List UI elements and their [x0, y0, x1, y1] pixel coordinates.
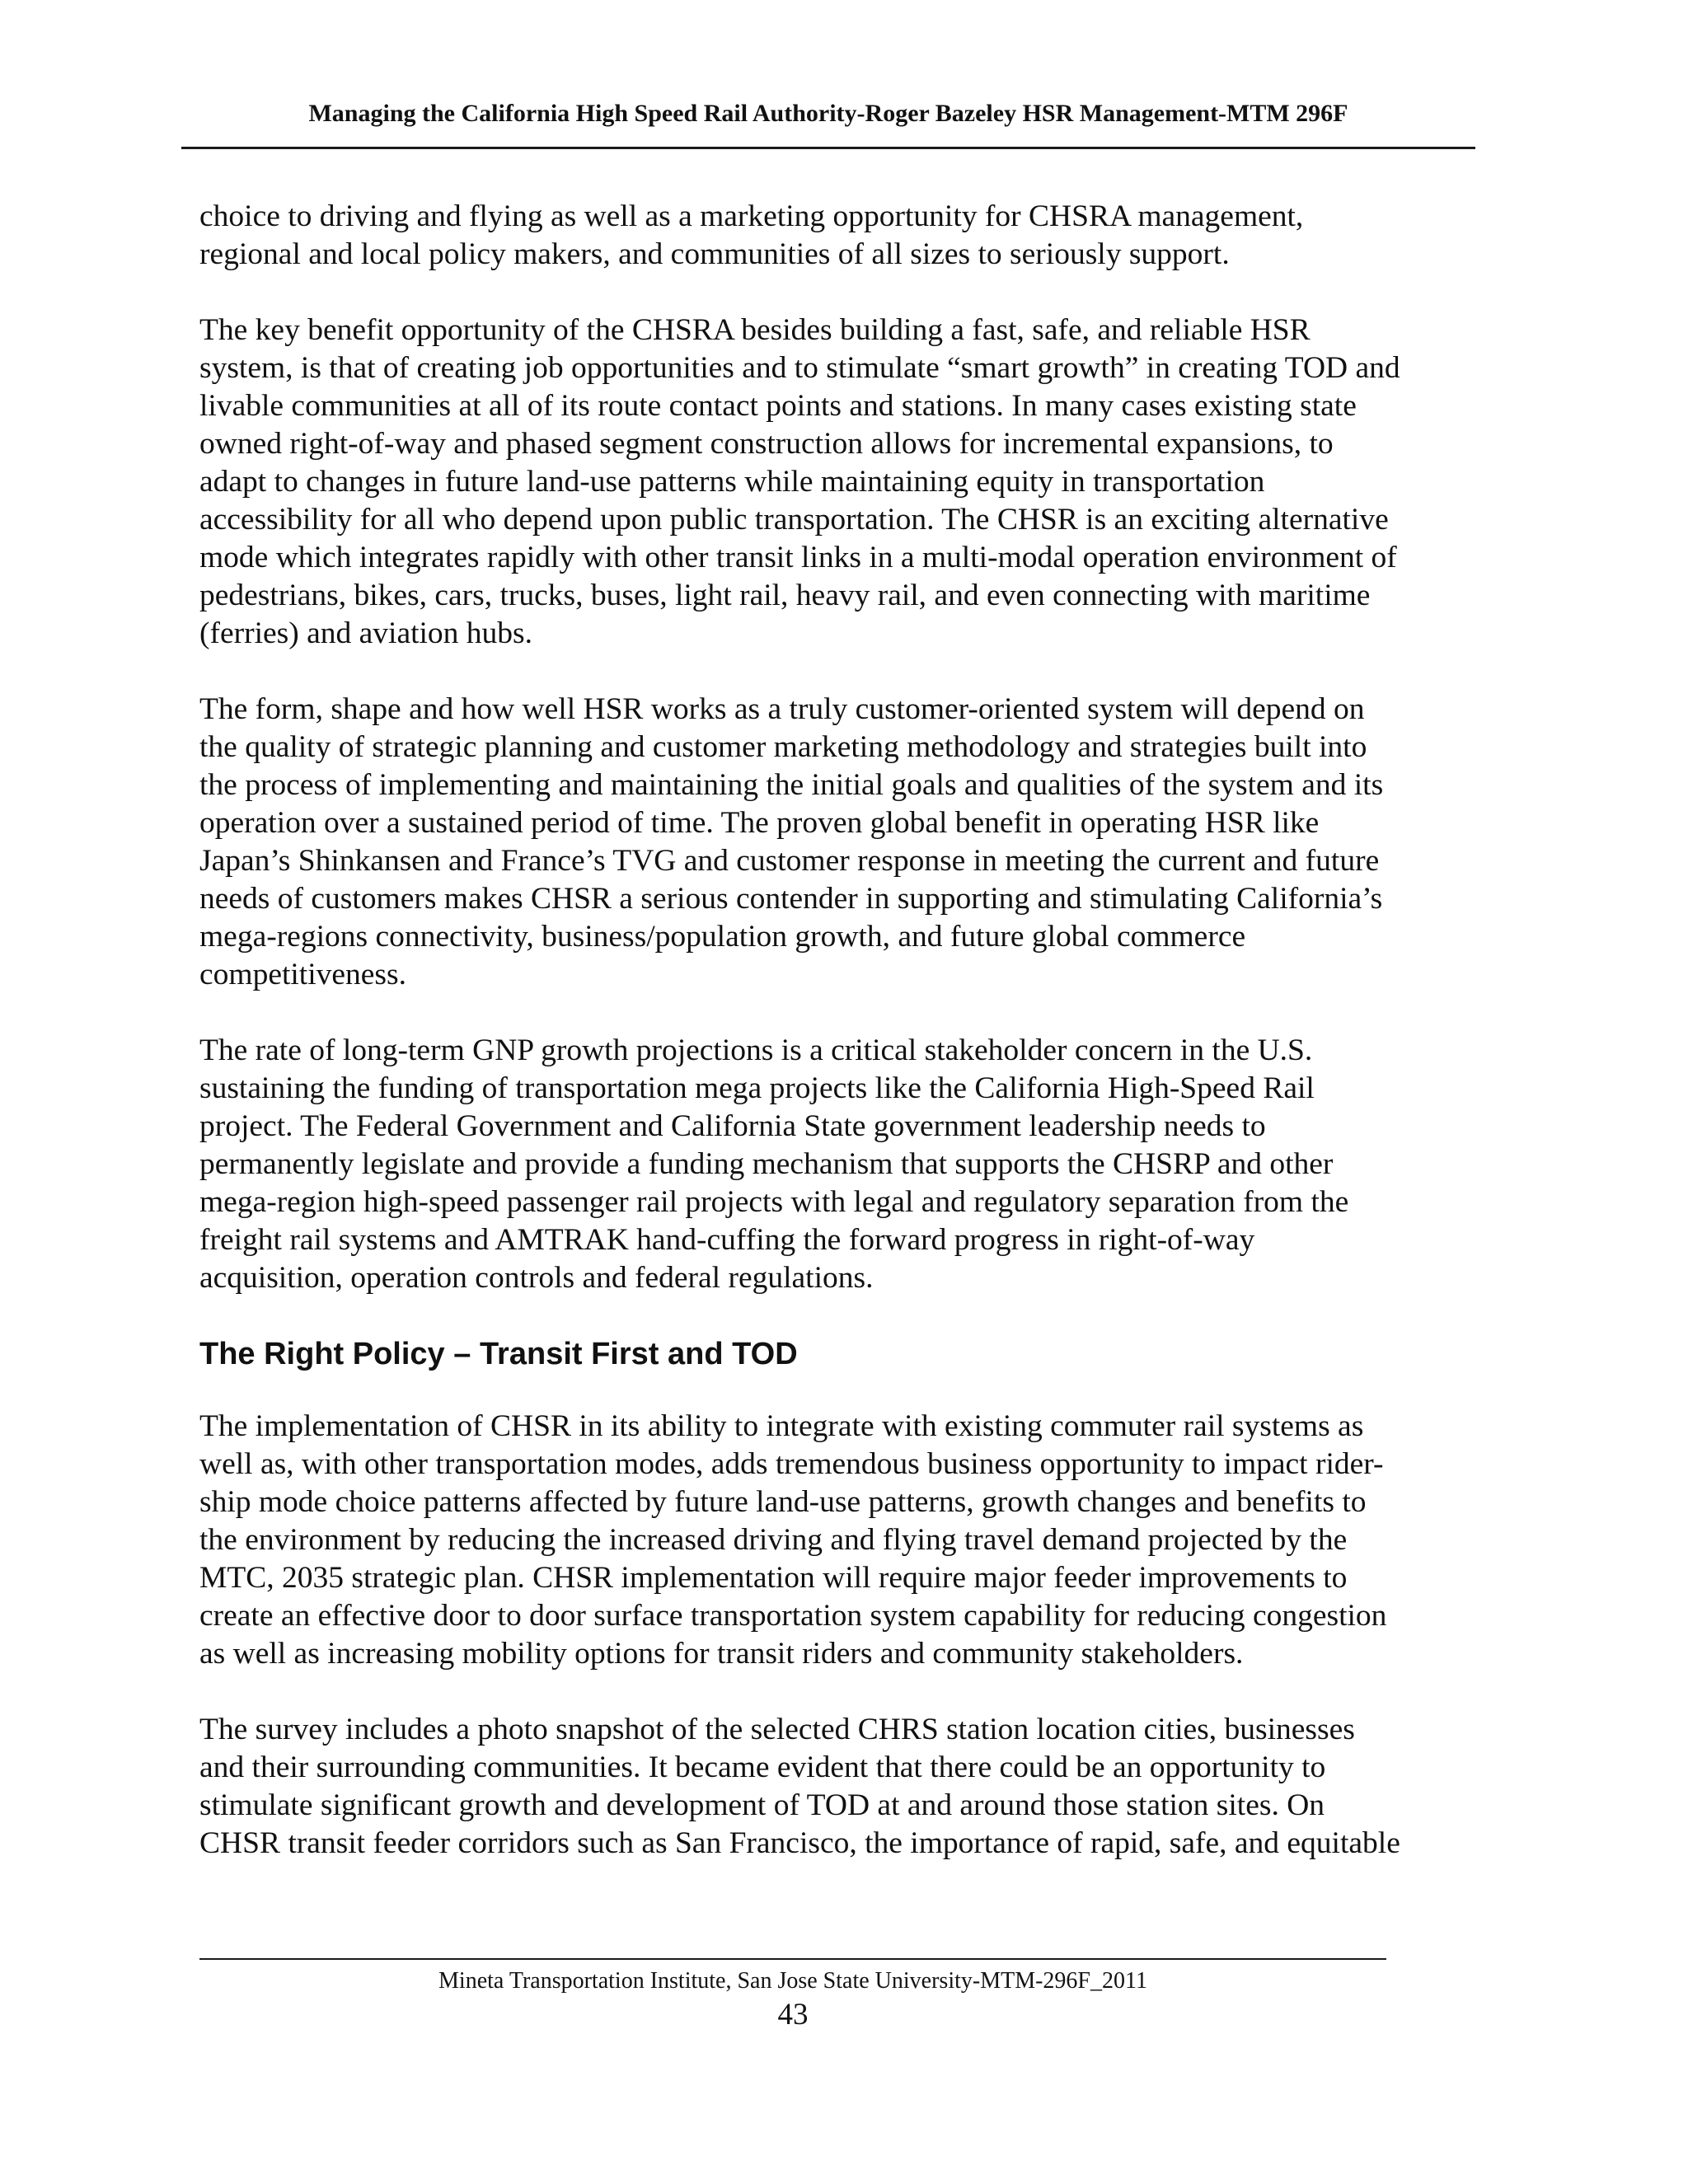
text-line: mega-region high-speed passenger rail projects with legal and regulatory separation from the [199, 1185, 1349, 1219]
text-line: choice to driving and flying as well as a marketing opportunity for CHSRA management, [199, 199, 1304, 233]
text-line: permanently legislate and provide a funding mechanism that supports the CHSRP and other [199, 1147, 1334, 1181]
text-line: the environment by reducing the increased driving and flying travel demand projected by the [199, 1523, 1348, 1557]
text-line: The key benefit opportunity of the CHSRA besides building a fast, safe, and reliable HSR [199, 313, 1311, 347]
text-line: MTC, 2035 strategic plan. CHSR implementation will require major feeder improvements to [199, 1561, 1348, 1595]
text-line: mega-regions connectivity, business/population growth, and future global commerce [199, 920, 1246, 954]
text-line: well as, with other transportation modes, adds tremendous business opportunity to impact rider- [199, 1447, 1384, 1481]
paragraph-2 [199, 312, 1493, 653]
paragraph-3 [199, 691, 1493, 994]
text-line: create an effective door to door surface transportation system capability for reducing congestion [199, 1599, 1387, 1633]
section-paragraph-1 [199, 1408, 1493, 1673]
text-line: adapt to changes in future land-use patterns while maintaining equity in transportation [199, 465, 1265, 499]
text-line: (ferries) and aviation hubs. [199, 616, 533, 650]
text-line: operation over a sustained period of time. The proven global benefit in operating HSR like [199, 806, 1320, 840]
paragraph-4 [199, 1032, 1493, 1297]
text-line: Japan’s Shinkansen and France’s TVG and customer response in meeting the current and future [199, 844, 1380, 878]
text-line: pedestrians, bikes, cars, trucks, buses, light rail, heavy rail, and even connecting with maritime [199, 579, 1371, 612]
text-line: system, is that of creating job opportunities and to stimulate “smart growth” in creating TOD and [199, 351, 1400, 385]
text-line: the quality of strategic planning and customer marketing methodology and strategies built into [199, 730, 1367, 764]
text-line: project. The Federal Government and California State government leadership needs to [199, 1109, 1266, 1143]
text-line: regional and local policy makers, and communities of all sizes to seriously support. [199, 237, 1230, 271]
text-line: The survey includes a photo snapshot of the selected CHRS station location cities, businesses [199, 1713, 1355, 1746]
text-line: accessibility for all who depend upon public transportation. The CHSR is an exciting alternative [199, 503, 1389, 537]
section-paragraph-2 [199, 1711, 1493, 1863]
footer-rule [199, 1958, 1386, 1960]
text-line: and their surrounding communities. It became evident that there could be an opportunity to [199, 1750, 1326, 1784]
paragraph-1 [199, 198, 1493, 274]
page-number: 43 [777, 1998, 809, 2032]
text-line: CHSR transit feeder corridors such as San Francisco, the importance of rapid, safe, and equitable [199, 1826, 1400, 1860]
text-line: The rate of long-term GNP growth projections is a critical stakeholder concern in the U.S. [199, 1033, 1313, 1067]
text-line: freight rail systems and AMTRAK hand-cuffing the forward progress in right-of-way [199, 1223, 1255, 1257]
footer-institution: Mineta Transportation Institute, San Jose State University-MTM-296F_2011 [438, 1968, 1147, 1994]
text-line: needs of customers makes CHSR a serious contender in supporting and stimulating California’s [199, 882, 1383, 916]
text-line: the process of implementing and maintaining the initial goals and qualities of the system and its [199, 768, 1384, 802]
text-line: mode which integrates rapidly with other transit links in a multi-modal operation environment of [199, 541, 1397, 574]
text-line: owned right-of-way and phased segment construction allows for incremental expansions, to [199, 427, 1334, 461]
text-line: acquisition, operation controls and federal regulations. [199, 1261, 874, 1295]
text-line: The form, shape and how well HSR works as a truly customer-oriented system will depend on [199, 692, 1365, 726]
text-line: competitiveness. [199, 958, 406, 991]
text-line: sustaining the funding of transportation mega projects like the California High-Speed Rail [199, 1071, 1315, 1105]
section-heading: The Right Policy – Transit First and TOD [199, 1337, 798, 1371]
text-line: livable communities at all of its route contact points and stations. In many cases existing state [199, 389, 1357, 423]
text-line: stimulate significant growth and development of TOD at and around those station sites. On [199, 1788, 1325, 1822]
running-header: Managing the California High Speed Rail Authority-Roger Bazeley HSR Management-MTM 296F [308, 100, 1348, 127]
text-line: The implementation of CHSR in its ability to integrate with existing commuter rail systems as [199, 1409, 1364, 1443]
text-line: as well as increasing mobility options for transit riders and community stakeholders. [199, 1637, 1244, 1671]
text-line: ship mode choice patterns affected by future land-use patterns, growth changes and benefits to [199, 1485, 1367, 1519]
body-text [199, 198, 1493, 1900]
header-rule [181, 147, 1475, 149]
